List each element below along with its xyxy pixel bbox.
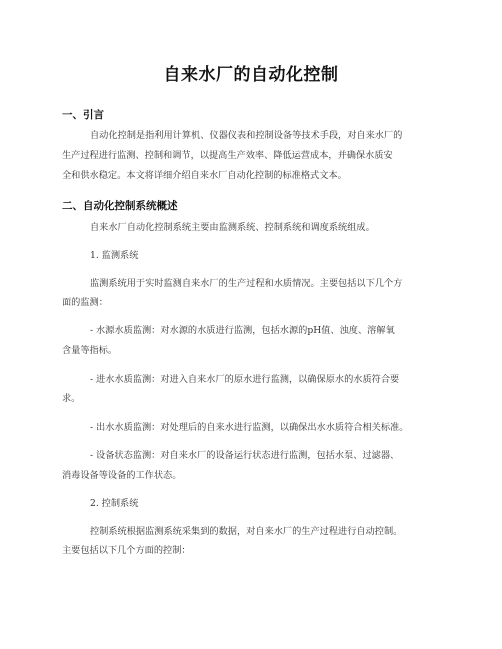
paragraph-line: 控制系统根据监测系统采集到的数据，对自来水厂的生产过程进行自动控制。	[90, 526, 403, 537]
paragraph-line: 面的监测：	[62, 297, 108, 308]
subsection-title: 2. 控制系统	[90, 498, 139, 509]
bullet-line: - 设备状态监测：对自来水厂的设备运行状态进行监测，包括水泵、过滤器、	[90, 450, 400, 461]
section-heading-overview: 二、自动化控制系统概述	[62, 200, 178, 212]
paragraph-line: 监测系统用于实时监测自来水厂的生产过程和水质情况。主要包括以下几个方	[90, 278, 403, 289]
bullet-line: 消毒设备等设备的工作状态。	[62, 470, 182, 481]
bullet-line: 含量等指标。	[62, 345, 118, 356]
bullet-line: - 水源水质监测：对水源的水质进行监测，包括水源的pH值、浊度、溶解氧	[90, 325, 395, 336]
section-heading-intro: 一、引言	[62, 109, 104, 121]
paragraph-line: 全和供水稳定。本文将详细介绍自来水厂自动化控制的标准格式文本。	[62, 170, 347, 181]
bullet-line: - 出水水质监测：对处理后的自来水进行监测，以确保出水水质符合相关标准。	[90, 422, 409, 433]
paragraph-line: 自来水厂自动化控制系统主要由监测系统、控制系统和调度系统组成。	[90, 222, 375, 233]
bullet-line: 求。	[62, 393, 81, 404]
document-title: 自来水厂的自动化控制	[163, 65, 339, 85]
bullet-line: - 进水水质监测：对进入自来水厂的原水进行监测，以确保原水的水质符合要	[90, 374, 400, 385]
subsection-title: 1. 监测系统	[90, 250, 139, 261]
paragraph-line: 自动化控制是指利用计算机、仪器仪表和控制设备等技术手段，对自来水厂的	[90, 130, 403, 141]
paragraph-line: 主要包括以下几个方面的控制：	[62, 545, 191, 556]
paragraph-line: 生产过程进行监测、控制和调节，以提高生产效率、降低运营成本，并确保水质安	[62, 150, 393, 161]
